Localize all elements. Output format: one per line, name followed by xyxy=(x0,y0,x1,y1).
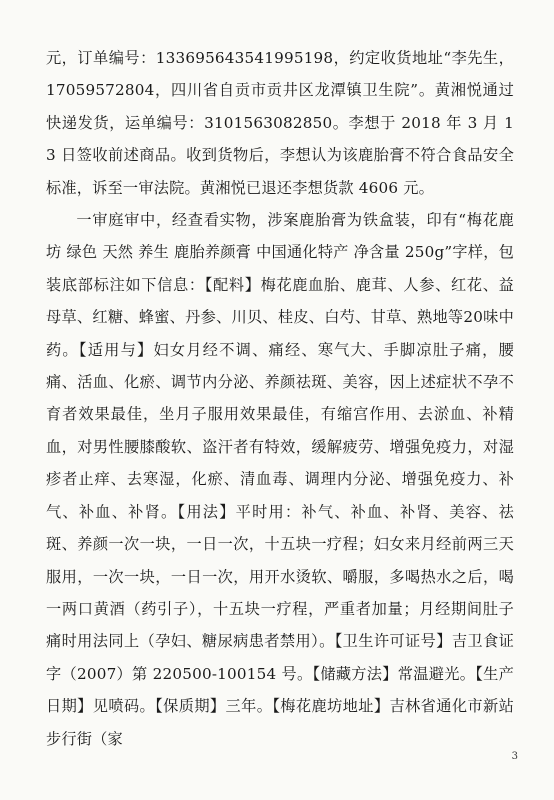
page-number: 3 xyxy=(511,751,518,762)
document-body xyxy=(46,42,514,755)
paragraph-1: 元，订单编号：133695643541995198，约定收货地址“李先生，17059572804，四川省自贡市贡井区龙潭镇卫生院”。黄湘悦通过快递发货，运单编号：3101563082850。李想于 2018 年 3 月 13 日签收前述商品。收到货物后，李想认为该鹿胎膏不符合食品安全标准，诉至一审法院。黄湘悦已退还李想货款 4606 元。 xyxy=(46,49,514,197)
paragraph-2: 一审庭审中，经查看实物，涉案鹿胎膏为铁盒装，印有“梅花鹿坊 绿色 天然 养生 鹿胎养颜膏 中国通化特产 净含量 250g”字样，包装底部标注如下信息：【配料】梅花鹿血胎、鹿茸、人参、红花、益母草、红糖、蜂蜜、丹参、川贝、桂皮、白芍、甘草、熟地等20味中药。【适用与】妇女月经不调、痛经、寒气大、手脚凉肚子痛，腰痛、活血、化瘀、调节内分泌、养颜祛斑、美容，因上述症状不孕不育者效果最佳，坐月子服用效果最佳，有缩宫作用、去淤血、补精血，对男性腰膝酸软、盗汗者有特效，缓解疲劳、增强免疫力，对湿疹者止痒、去寒湿，化瘀、清血毒、调理内分泌、增强免疫力、补气、补血、补肾。【用法】平时用：补气、补血、补肾、美容、祛斑、养颜一次一块，一日一次，十五块一疗程；妇女来月经前两三天服用，一次一块，一日一次，用开水烫软、嚼服，多喝热水之后，喝一两口黄酒（药引子），十五块一疗程，严重者加量；月经期间肚子痛时用法同上（孕妇、糖尿病患者禁用）。【卫生许可证号】吉卫食证字（2007）第 220500-100154 号。【储藏方法】常温避光。【生产日期】见喷码。【保质期】三年。【梅花鹿坊地址】吉林省通化市新站步行街（家 xyxy=(46,211,514,748)
